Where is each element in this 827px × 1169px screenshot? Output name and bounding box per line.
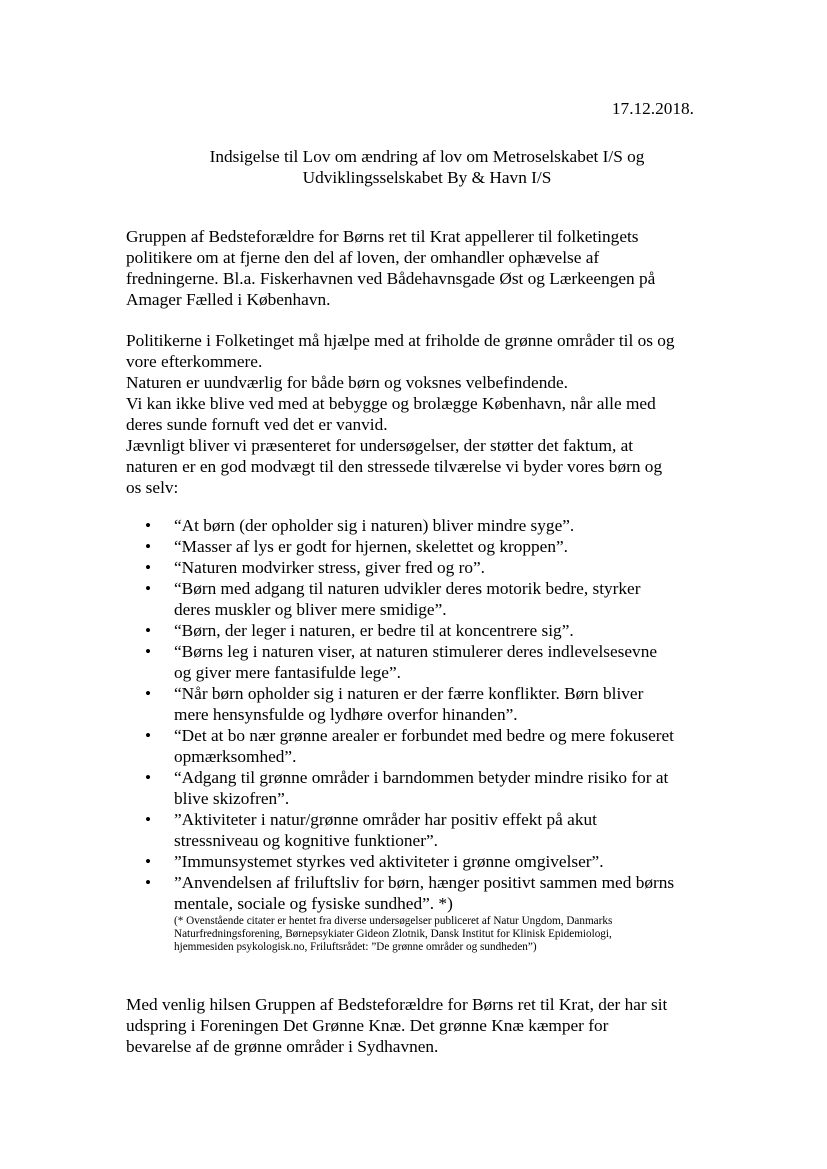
text-line: Jævnligt bliver vi præsenteret for undersøgelser, der støtter det faktum, at (126, 436, 634, 455)
list-item (145, 767, 714, 809)
quote-line: “Børn med adgang til naturen udvikler deres motorik bedre, styrker (174, 579, 641, 598)
text-line: fredningerne. Bl.a. Fiskerhavnen ved Bådehavnsgade Øst og Lærkeengen på (126, 269, 656, 288)
footnote-line: (* Ovenstående citater er hentet fra diverse undersøgelser publiceret af Natur Ungdom, Danmarks (174, 915, 613, 927)
quote-line: “Børn, der leger i naturen, er bedre til at koncentrere sig”. (174, 621, 574, 640)
list-item (145, 809, 714, 851)
closing-paragraph (126, 994, 716, 1057)
quote-line: blive skizofren”. (174, 789, 290, 808)
quote-line: opmærksomhed”. (174, 747, 297, 766)
quote-line: ”Anvendelsen af friluftsliv for børn, hænger positivt sammen med børns (174, 873, 675, 892)
text-line: bevarelse af de grønne områder i Sydhavnen. (126, 1037, 439, 1056)
quote-line: mere hensynsfulde og lydhøre overfor hinanden”. (174, 705, 518, 724)
footnote-line: hjemmesiden psykologisk.no, Friluftsrådet: ”De grønne områder og sundheden”) (174, 941, 537, 954)
quote-line: “At børn (der opholder sig i naturen) bliver mindre syge”. (174, 516, 575, 535)
document-title (126, 146, 728, 188)
text-line: Politikerne i Folketinget må hjælpe med at friholde de grønne områder til os og (126, 331, 675, 350)
quote-line: “Børns leg i naturen viser, at naturen stimulerer deres indlevelsesevne (174, 642, 658, 661)
text-line: Med venlig hilsen Gruppen af Bedsteforældre for Børns ret til Krat, der har sit (126, 995, 668, 1014)
bullet-icon: • (145, 684, 152, 703)
text-line: os selv: (126, 478, 179, 497)
quote-line: “Naturen modvirker stress, giver fred og ro”. (174, 558, 485, 577)
quote-line: “Masser af lys er godt for hjernen, skelettet og kroppen”. (174, 537, 568, 556)
title-line: Udviklingsselskabet By & Havn I/S (302, 168, 552, 187)
quote-line: ”Aktiviteter i natur/grønne områder har positiv effekt på akut (174, 810, 597, 829)
list-item (145, 515, 714, 536)
list-item (145, 620, 714, 641)
bullet-icon: • (145, 768, 152, 787)
bullet-icon: • (145, 537, 152, 556)
text-line: naturen er en god modvægt til den stressede tilværelse vi byder vores børn og (126, 457, 663, 476)
quote-line: “Når børn opholder sig i naturen er der færre konflikter. Børn bliver (174, 684, 644, 703)
text-line: udspring i Foreningen Det Grønne Knæ. Det grønne Knæ kæmper for (126, 1016, 609, 1035)
text-line: deres sunde fornuft ved det er vanvid. (126, 415, 388, 434)
bullet-icon: • (145, 516, 152, 535)
footnote-line: Naturfredningsforening, Børnepsykiater Gideon Zlotnik, Dansk Institut for Klinisk Epidemiologi, (174, 928, 612, 941)
bullet-icon: • (145, 642, 152, 661)
quote-line: deres muskler og bliver mere smidige”. (174, 600, 447, 619)
document-date: 17.12.2018. (611, 99, 694, 118)
quote-line: ”Immunsystemet styrkes ved aktiviteter i grønne omgivelser”. (174, 852, 604, 871)
argument-paragraph (126, 330, 716, 498)
intro-paragraph (126, 226, 716, 310)
list-item (145, 851, 714, 872)
list-item (145, 872, 714, 955)
quote-line: “Adgang til grønne områder i barndommen betyder mindre risiko for at (174, 768, 669, 787)
bullet-icon: • (145, 579, 152, 598)
bullet-icon: • (145, 810, 152, 829)
text-line: Gruppen af Bedsteforældre for Børns ret til Krat appellerer til folketingets (126, 227, 639, 246)
text-line: vore efterkommere. (126, 352, 263, 371)
bullet-icon: • (145, 726, 152, 745)
list-item (145, 557, 714, 578)
text-line: politikere om at fjerne den del af loven, der omhandler ophævelse af (126, 248, 600, 267)
title-line: Indsigelse til Lov om ændring af lov om Metroselskabet I/S og (209, 147, 645, 166)
footnote (174, 915, 714, 955)
list-item (145, 725, 714, 767)
list-item (145, 536, 714, 557)
list-item (145, 683, 714, 725)
text-line: Vi kan ikke blive ved med at bebygge og brolægge København, når alle med (126, 394, 656, 413)
quote-line: stressniveau og kognitive funktioner”. (174, 831, 438, 850)
bullet-icon: • (145, 852, 152, 871)
list-item (145, 578, 714, 620)
bullet-icon: • (145, 621, 152, 640)
text-line: Naturen er uundværlig for både børn og voksnes velbefindende. (126, 373, 568, 392)
list-item (145, 641, 714, 683)
quote-line: mentale, sociale og fysiske sundhed”. *) (174, 894, 453, 913)
quote-list (145, 515, 714, 955)
bullet-icon: • (145, 558, 152, 577)
quote-line: “Det at bo nær grønne arealer er forbundet med bedre og mere fokuseret (174, 726, 674, 745)
bullet-icon: • (145, 873, 152, 892)
quote-line: og giver mere fantasifulde lege”. (174, 663, 401, 682)
text-line: Amager Fælled i København. (126, 290, 331, 309)
